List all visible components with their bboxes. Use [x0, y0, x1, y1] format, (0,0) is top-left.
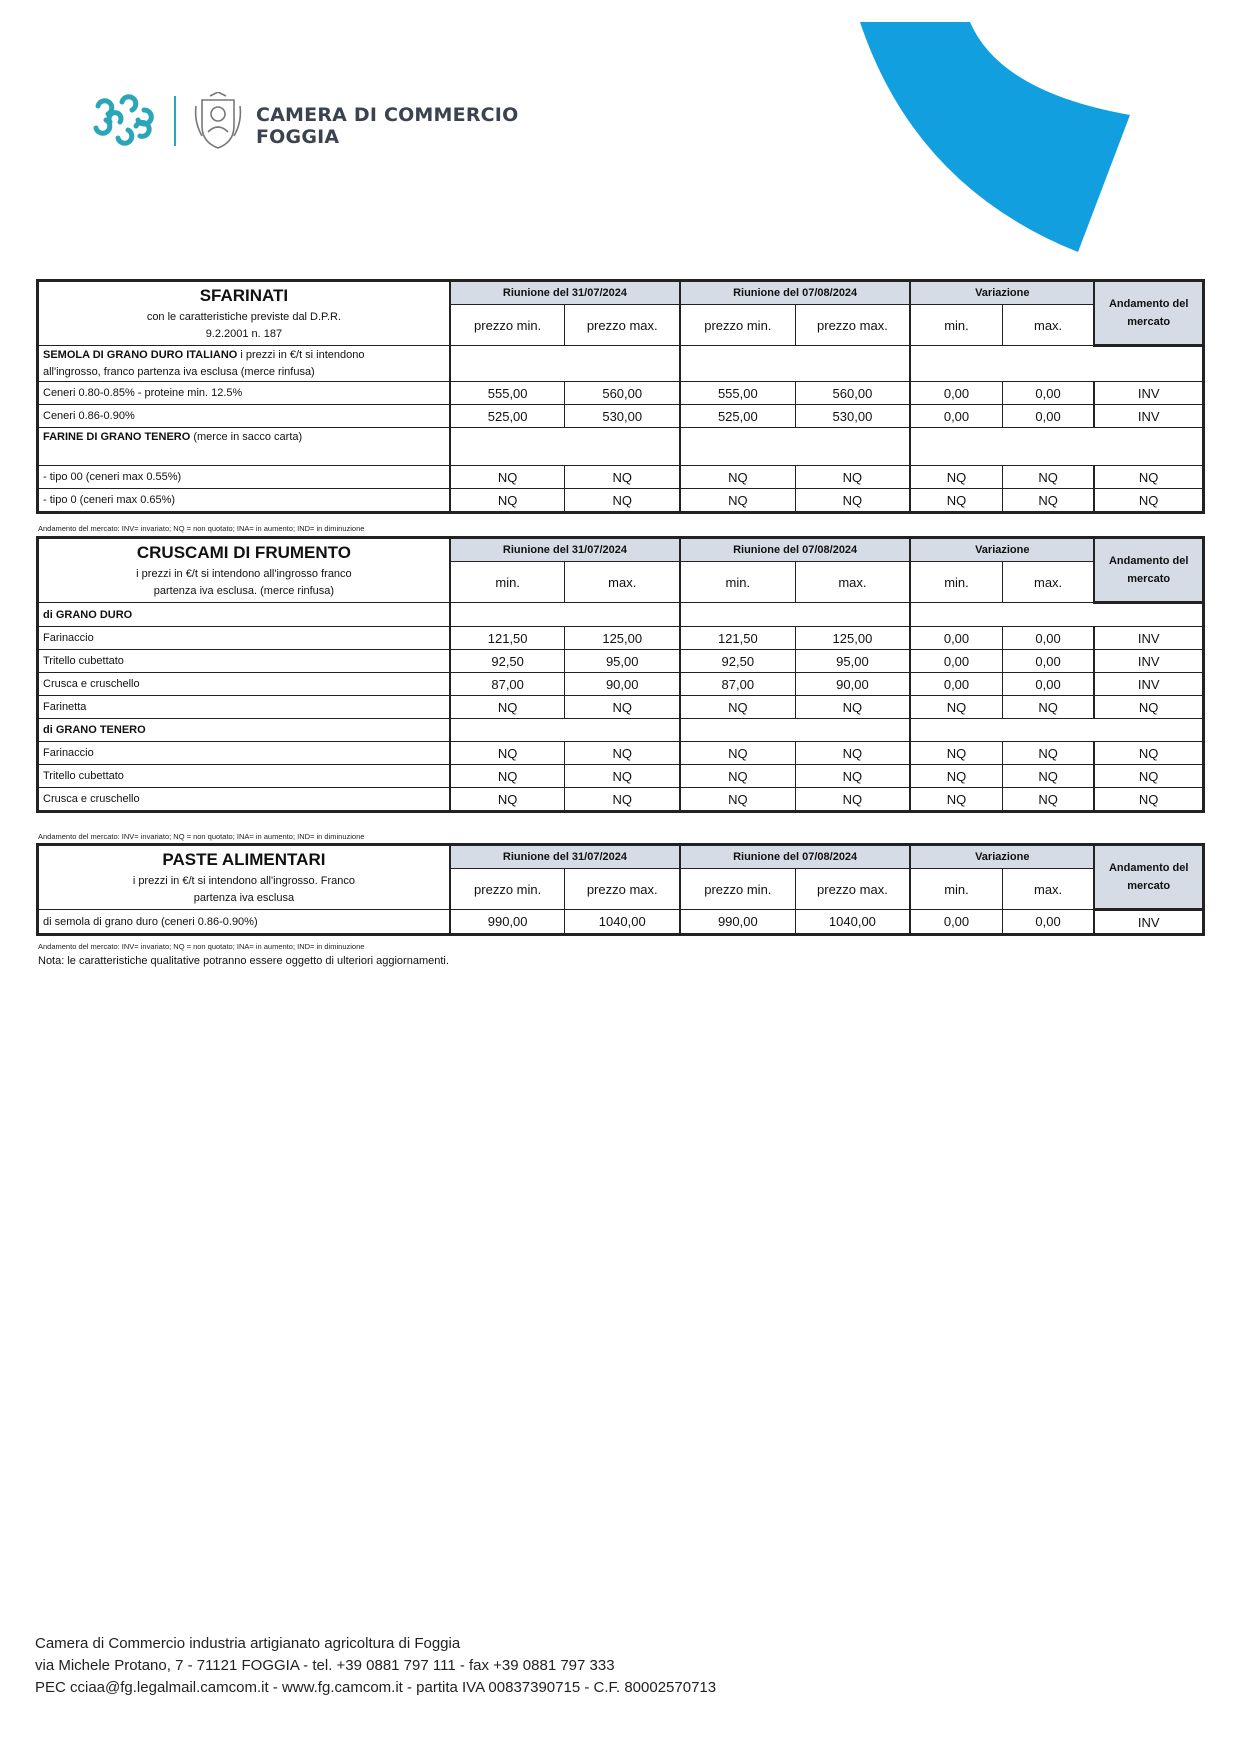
- value-cell: 125,00: [565, 627, 680, 650]
- value-cell: NQ: [450, 765, 565, 788]
- value-cell: 990,00: [680, 910, 795, 935]
- header-pmin: prezzo min.: [680, 869, 795, 910]
- value-cell: 0,00: [910, 673, 1002, 696]
- value-cell: 1040,00: [565, 910, 680, 935]
- value-cell: NQ: [565, 788, 680, 812]
- swirl-logo-icon: [88, 92, 158, 152]
- value-cell: NQ: [450, 466, 565, 489]
- group-farine-bold: FARINE DI GRANO TENERO: [43, 431, 191, 443]
- footer-line-2: via Michele Protano, 7 - 71121 FOGGIA - tel. +39 0881 797 111 - fax +39 0881 797 333: [35, 1657, 615, 1674]
- header-min: min.: [910, 869, 1002, 910]
- table-row: [38, 466, 1204, 489]
- value-cell: 125,00: [795, 627, 910, 650]
- paste-subtitle-1: i prezzi in €/t si intendono all'ingrosso. Franco: [132, 875, 356, 887]
- cruscami-title: CRUSCAMI DI FRUMENTO: [136, 543, 351, 562]
- paste-title-cell: [38, 845, 450, 910]
- logo-line-2: FOGGIA: [256, 126, 340, 148]
- header-min: min.: [910, 562, 1002, 603]
- value-cell: NQ: [910, 466, 1002, 489]
- header-meeting-2: Riunione del 07/08/2024: [680, 538, 910, 562]
- value-cell: NQ: [1002, 466, 1094, 489]
- value-cell: 87,00: [450, 673, 565, 696]
- value-cell: 0,00: [1002, 673, 1094, 696]
- row-label: Tritello cubettato: [38, 650, 450, 673]
- sfarinati-subtitle-2: 9.2.2001 n. 187: [205, 328, 283, 340]
- value-cell: NQ: [795, 466, 910, 489]
- table-row: [38, 910, 1204, 935]
- header-meeting-1: Riunione del 31/07/2024: [450, 281, 680, 305]
- trend-cell: NQ: [1094, 489, 1203, 513]
- chamber-logo: [88, 92, 528, 162]
- header-pmin: prezzo min.: [680, 305, 795, 346]
- value-cell: NQ: [1002, 696, 1094, 719]
- trend-cell: INV: [1094, 673, 1203, 696]
- empty-cell: [680, 719, 910, 742]
- empty-cell: [450, 719, 680, 742]
- value-cell: 530,00: [795, 405, 910, 428]
- value-cell: NQ: [565, 765, 680, 788]
- table-row: [38, 742, 1204, 765]
- table-row: [38, 405, 1204, 428]
- header-max: max.: [1002, 869, 1094, 910]
- trend-cell: INV: [1094, 627, 1203, 650]
- empty-cell: [910, 346, 1203, 382]
- trend-cell: INV: [1094, 910, 1203, 935]
- table-row: [38, 382, 1204, 405]
- empty-cell: [450, 346, 680, 382]
- value-cell: 0,00: [1002, 405, 1094, 428]
- value-cell: NQ: [680, 765, 795, 788]
- header-variation: Variazione: [910, 845, 1094, 869]
- value-cell: 0,00: [1002, 382, 1094, 405]
- header-max: max.: [1002, 305, 1094, 346]
- row-label: Ceneri 0.80-0.85% - proteine min. 12.5%: [38, 382, 450, 405]
- trend-cell: INV: [1094, 382, 1203, 405]
- legend-note: Andamento del mercato: INV= invariato; NQ = non quotato; INA= in aumento; IND= in diminuzione: [38, 832, 365, 841]
- header-variation: Variazione: [910, 538, 1094, 562]
- value-cell: 121,50: [680, 627, 795, 650]
- row-label: - tipo 0 (ceneri max 0.65%): [38, 489, 450, 513]
- value-cell: NQ: [1002, 788, 1094, 812]
- cruscami-title-cell: [38, 538, 450, 603]
- value-cell: 555,00: [680, 382, 795, 405]
- cruscami-subtitle-1: i prezzi in €/t si intendono all'ingrosso franco: [136, 568, 352, 580]
- row-label: Crusca e cruschello: [38, 788, 450, 812]
- row-label: di semola di grano duro (ceneri 0.86-0.90%): [38, 910, 450, 935]
- footer-line-3: PEC cciaa@fg.legalmail.camcom.it - www.fg.camcom.it - partita IVA 00837390715 - C.F. 80002570713: [35, 1679, 717, 1696]
- trend-cell: NQ: [1094, 788, 1203, 812]
- cruscami-table: [36, 536, 1205, 813]
- header-meeting-1: Riunione del 31/07/2024: [450, 845, 680, 869]
- group-semola-bold: SEMOLA DI GRANO DURO ITALIANO: [43, 348, 238, 361]
- footer-line-1: Camera di Commercio industria artigianato agricoltura di Foggia: [35, 1635, 461, 1652]
- value-cell: 121,50: [450, 627, 565, 650]
- value-cell: NQ: [565, 466, 680, 489]
- value-cell: NQ: [1002, 489, 1094, 513]
- value-cell: 0,00: [910, 910, 1002, 935]
- trend-cell: NQ: [1094, 742, 1203, 765]
- trend-cell: NQ: [1094, 466, 1203, 489]
- value-cell: 90,00: [565, 673, 680, 696]
- header-meeting-2: Riunione del 07/08/2024: [680, 845, 910, 869]
- value-cell: NQ: [795, 696, 910, 719]
- group-header-semola: [38, 346, 450, 382]
- empty-cell: [910, 428, 1203, 466]
- value-cell: NQ: [680, 466, 795, 489]
- header-meeting-1: Riunione del 31/07/2024: [450, 538, 680, 562]
- paste-table: [36, 843, 1205, 936]
- header-trend: Andamento del mercato: [1094, 281, 1203, 346]
- value-cell: NQ: [450, 489, 565, 513]
- value-cell: NQ: [680, 489, 795, 513]
- value-cell: NQ: [910, 489, 1002, 513]
- value-cell: NQ: [450, 742, 565, 765]
- table-row: [38, 673, 1204, 696]
- group-farine-rest: (merce in sacco carta): [190, 431, 303, 443]
- value-cell: 95,00: [795, 650, 910, 673]
- trend-cell: NQ: [1094, 696, 1203, 719]
- value-cell: 0,00: [910, 382, 1002, 405]
- value-cell: NQ: [680, 742, 795, 765]
- row-label: Farinetta: [38, 696, 450, 719]
- legend-note: Andamento del mercato: INV= invariato; NQ = non quotato; INA= in aumento; IND= in diminuzione: [38, 524, 365, 533]
- value-cell: 0,00: [910, 627, 1002, 650]
- value-cell: NQ: [1002, 742, 1094, 765]
- value-cell: NQ: [680, 788, 795, 812]
- legend-note: Andamento del mercato: INV= invariato; NQ = non quotato; INA= in aumento; IND= in diminuzione: [38, 942, 365, 951]
- empty-cell: [450, 428, 680, 466]
- value-cell: 0,00: [1002, 650, 1094, 673]
- group-semola-rest-2: all'ingrosso, franco partenza iva esclusa (merce rinfusa): [43, 365, 315, 378]
- logo-divider: [174, 96, 176, 146]
- value-cell: NQ: [450, 696, 565, 719]
- value-cell: 525,00: [680, 405, 795, 428]
- header-trend: Andamento del mercato: [1094, 845, 1203, 910]
- value-cell: NQ: [565, 696, 680, 719]
- empty-cell: [680, 603, 910, 627]
- header-pmin: prezzo min.: [450, 305, 565, 346]
- header-max: max.: [1002, 562, 1094, 603]
- empty-cell: [910, 603, 1203, 627]
- logo-text: [256, 104, 518, 148]
- paste-title: PASTE ALIMENTARI: [162, 850, 326, 869]
- row-label: - tipo 00 (ceneri max 0.55%): [38, 466, 450, 489]
- value-cell: 0,00: [1002, 910, 1094, 935]
- value-cell: 560,00: [565, 382, 680, 405]
- sfarinati-table: [36, 279, 1205, 514]
- group-header-grano-duro: di GRANO DURO: [38, 603, 450, 627]
- header-meeting-2: Riunione del 07/08/2024: [680, 281, 910, 305]
- header-pmin: prezzo min.: [450, 869, 565, 910]
- header-min: min.: [910, 305, 1002, 346]
- value-cell: NQ: [1002, 765, 1094, 788]
- footer: [35, 1633, 716, 1699]
- value-cell: 92,50: [680, 650, 795, 673]
- group-header-farine: [38, 428, 450, 466]
- table-row: [38, 696, 1204, 719]
- trend-cell: INV: [1094, 650, 1203, 673]
- sfarinati-title: SFARINATI: [199, 286, 289, 305]
- coat-of-arms-icon: [192, 92, 244, 152]
- group-header-grano-tenero: di GRANO TENERO: [38, 719, 450, 742]
- value-cell: NQ: [565, 489, 680, 513]
- cruscami-subtitle-2: partenza iva esclusa. (merce rinfusa): [153, 585, 335, 597]
- trend-cell: INV: [1094, 405, 1203, 428]
- value-cell: NQ: [450, 788, 565, 812]
- row-label: Tritello cubettato: [38, 765, 450, 788]
- header-max: max.: [795, 562, 910, 603]
- empty-cell: [680, 346, 910, 382]
- value-cell: NQ: [680, 696, 795, 719]
- value-cell: 555,00: [450, 382, 565, 405]
- decorative-arc-icon: [860, 22, 1160, 262]
- header-max: max.: [565, 562, 680, 603]
- row-label: Farinaccio: [38, 627, 450, 650]
- value-cell: NQ: [565, 742, 680, 765]
- table-row: [38, 627, 1204, 650]
- empty-cell: [680, 428, 910, 466]
- value-cell: 87,00: [680, 673, 795, 696]
- table-row: [38, 489, 1204, 513]
- value-cell: NQ: [795, 788, 910, 812]
- value-cell: 560,00: [795, 382, 910, 405]
- header-trend: Andamento del mercato: [1094, 538, 1203, 603]
- header-pmax: prezzo max.: [565, 869, 680, 910]
- value-cell: NQ: [910, 765, 1002, 788]
- value-cell: NQ: [795, 765, 910, 788]
- header-pmax: prezzo max.: [565, 305, 680, 346]
- note-text: Nota: le caratteristiche qualitative potranno essere oggetto di ulteriori aggiornamenti.: [38, 955, 449, 967]
- value-cell: NQ: [795, 742, 910, 765]
- value-cell: 0,00: [910, 405, 1002, 428]
- empty-cell: [910, 719, 1203, 742]
- value-cell: 95,00: [565, 650, 680, 673]
- header-min: min.: [680, 562, 795, 603]
- value-cell: 90,00: [795, 673, 910, 696]
- empty-cell: [450, 603, 680, 627]
- sfarinati-title-cell: [38, 281, 450, 346]
- table-row: [38, 650, 1204, 673]
- row-label: Farinaccio: [38, 742, 450, 765]
- value-cell: 92,50: [450, 650, 565, 673]
- trend-cell: NQ: [1094, 765, 1203, 788]
- paste-subtitle-2: partenza iva esclusa: [193, 892, 295, 904]
- value-cell: NQ: [795, 489, 910, 513]
- row-label: Crusca e cruschello: [38, 673, 450, 696]
- value-cell: 0,00: [910, 650, 1002, 673]
- value-cell: 1040,00: [795, 910, 910, 935]
- value-cell: 525,00: [450, 405, 565, 428]
- header-min: min.: [450, 562, 565, 603]
- table-row: [38, 765, 1204, 788]
- header-variation: Variazione: [910, 281, 1094, 305]
- value-cell: NQ: [910, 742, 1002, 765]
- row-label: Ceneri 0.86-0.90%: [38, 405, 450, 428]
- value-cell: 0,00: [1002, 627, 1094, 650]
- value-cell: 530,00: [565, 405, 680, 428]
- logo-line-1: CAMERA DI COMMERCIO: [256, 104, 519, 126]
- table-row: [38, 788, 1204, 812]
- value-cell: NQ: [910, 696, 1002, 719]
- value-cell: NQ: [910, 788, 1002, 812]
- sfarinati-subtitle-1: con le caratteristiche previste dal D.P.R.: [146, 311, 342, 323]
- header-pmax: prezzo max.: [795, 305, 910, 346]
- group-semola-rest-1: i prezzi in €/t si intendono: [237, 348, 365, 361]
- header-pmax: prezzo max.: [795, 869, 910, 910]
- value-cell: 990,00: [450, 910, 565, 935]
